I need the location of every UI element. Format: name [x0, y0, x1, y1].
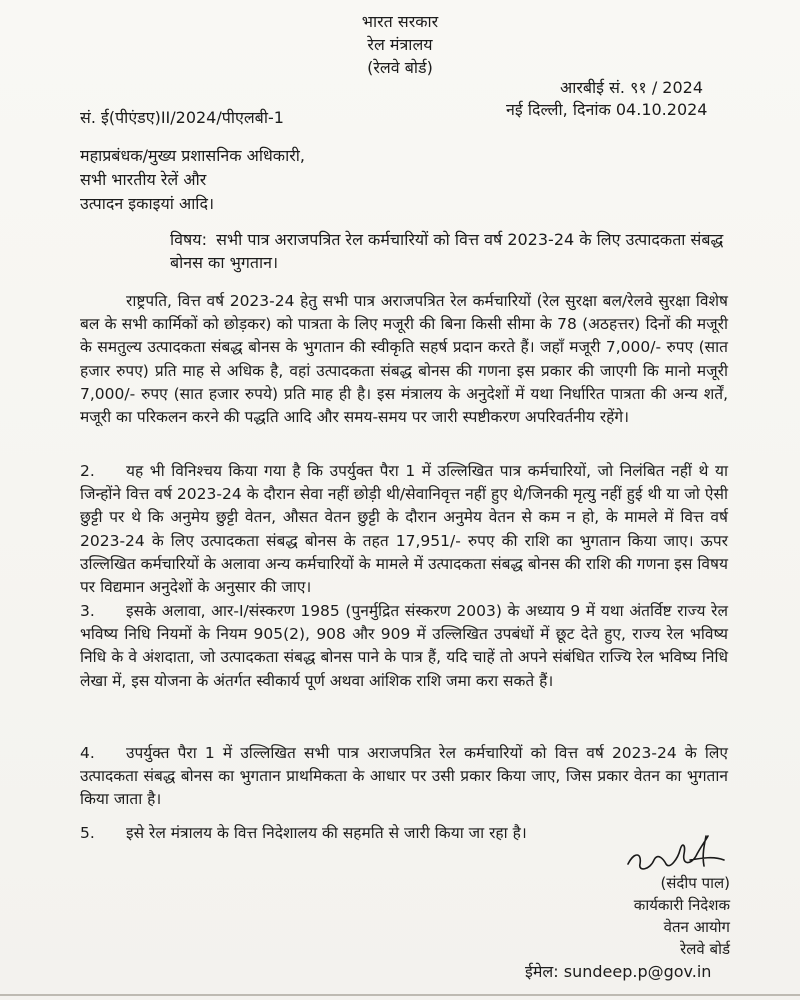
date-line: नई दिल्ली, दिनांक 04.10.2024	[506, 100, 708, 119]
signatory-email: ईमेल: sundeep.p@gov.in	[525, 962, 712, 981]
signature-block	[560, 872, 730, 960]
signatory-office: वेतन आयोग	[663, 918, 730, 936]
reference-number: सं. ई(पीएंडए)II/2024/पीएलबी-1	[80, 108, 284, 127]
paragraph-4	[80, 742, 728, 812]
signatory-designation: कार्यकारी निदेशक	[633, 896, 730, 914]
paragraph-text: इसे रेल मंत्रालय के वित्त निदेशालय की सहमति से जारी किया जा रहा है।	[126, 824, 527, 842]
paragraph-number: 3.	[80, 602, 95, 620]
signatory-name: (संदीप पाल)	[660, 874, 730, 892]
signatory-org: रेलवे बोर्ड	[680, 940, 730, 958]
subject-label: विषय:	[170, 230, 207, 249]
paragraph-3	[80, 600, 728, 693]
paragraph-text: राष्ट्रपति, वित्त वर्ष 2023-24 हेतु सभी पात्र अराजपत्रित रेल कर्मचारियों (रेल सुरक्षा बल/रेलवे सुरक्षा विशेष बल के सभी कार्मिकों को छोड़कर) को पात्रता के लिए मजूरी की बिना किसी सीमा के 78 (अठहत्तर) दिनों की मजूरी के समतुल्य उत्पादकता संबद्ध बोनस के भुगतान की स्वीकृति सहर्ष प्रदान करते हैं। जहाँ मजूरी 7,000/- रुपए (सात हजार रुपए) प्रति माह से अधिक है, वहां उत्पादकता संबद्ध बोनस की गणना इस प्रकार की जाएगी कि मानो मजूरी 7,000/- रुपए (सात हजार रुपये) प्रति माह ही है। इस मंत्रालय के अनुदेशों में यथा निर्धारित पात्रता की अन्य शर्तें, मजूरी का परिकलन करने की पद्धति आदि और समय-समय पर जारी स्पष्टीकरण अपरिवर्तनीय रहेंगे।	[80, 292, 728, 427]
handwritten-signature	[620, 830, 730, 878]
paragraph-1	[80, 290, 728, 429]
header-ministry: रेल मंत्रालय	[367, 35, 433, 54]
header-board: (रेलवे बोर्ड)	[367, 58, 433, 77]
subject	[170, 228, 740, 274]
paragraph-text: इसके अलावा, आर-I/संस्करण 1985 (पुनर्मुद्रित संस्करण 2003) के अध्याय 9 में यथा अंतर्विष्ट राज्य रेल भविष्य निधि नियमों के नियम 905(2), 908 और 909 में उल्लिखित उपबंधों में छूट देते हुए, राज्य रेल भविष्य निधि के वे अंशदाता, जो उत्पादकता संबद्ध बोनस पाने के पात्र हैं, यदि चाहें तो अपने संबंधित राज्यि रेल भविष्य निधि लेखा में, इस योजना के अंतर्गत स्वीकार्य पूर्ण अथवा आंशिक राशि जमा करा सकते हैं।	[80, 602, 728, 690]
header-government: भारत सरकार	[361, 12, 439, 31]
rbe-number: आरबीई सं. ९१ / 2024	[560, 78, 704, 97]
paragraph-number: 4.	[80, 744, 95, 762]
subject-text: सभी पात्र अराजपत्रित रेल कर्मचारियों को वित्त वर्ष 2023-24 के लिए उत्पादकता संबद्ध बोनस का भुगतान।	[170, 230, 724, 272]
addressee-line-1: महाप्रबंधक/मुख्य प्रशासनिक अधिकारी,	[80, 146, 306, 165]
paragraph-text: उपर्युक्त पैरा 1 में उल्लिखित सभी पात्र अराजपत्रित रेल कर्मचारियों को वित्त वर्ष 2023-24 के लिए उत्पादकता संबद्ध बोनस का भुगतान प्राथमिकता के आधार पर उसी प्रकार किया जाए, जिस प्रकार वेतन का भुगतान किया जाता है।	[80, 744, 728, 809]
addressee-line-3: उत्पादन इकाइयां आदि।	[80, 194, 215, 213]
page-bottom-edge	[0, 994, 800, 996]
paragraph-number: 5.	[80, 824, 95, 842]
paragraph-number: 2.	[80, 462, 95, 480]
addressee-line-2: सभी भारतीय रेलें और	[80, 170, 207, 189]
paragraph-2	[80, 460, 728, 599]
paragraph-text: यह भी विनिश्चय किया गया है कि उपर्युक्त पैरा 1 में उल्लिखित पात्र कर्मचारियों, जो निलंबित नहीं थे या जिन्होंने वित्त वर्ष 2023-24 के दौरान सेवा नहीं छोड़ी थी/सेवानिवृत्त नहीं हुए थे/जिनकी मृत्यु नहीं हुई थी या जो ऐसी छुट्टी पर थे कि अनुमेय छुट्टी वेतन, औसत वेतन छुट्टी के दौरान अनुमेय वेतन से कम न हो, के मामले में वित्त वर्ष 2023-24 के लिए उत्पादकता संबद्ध बोनस के तहत 17,951/- रुपए की राशि का भुगतान किया जाए। ऊपर उल्लिखित कर्मचारियों के अलावा अन्य कर्मचारियों के मामले में उत्पादकता संबद्ध बोनस की राशि की गणना इस विषय पर विद्यमान अनुदेशों के अनुसार की जाए।	[80, 462, 728, 597]
